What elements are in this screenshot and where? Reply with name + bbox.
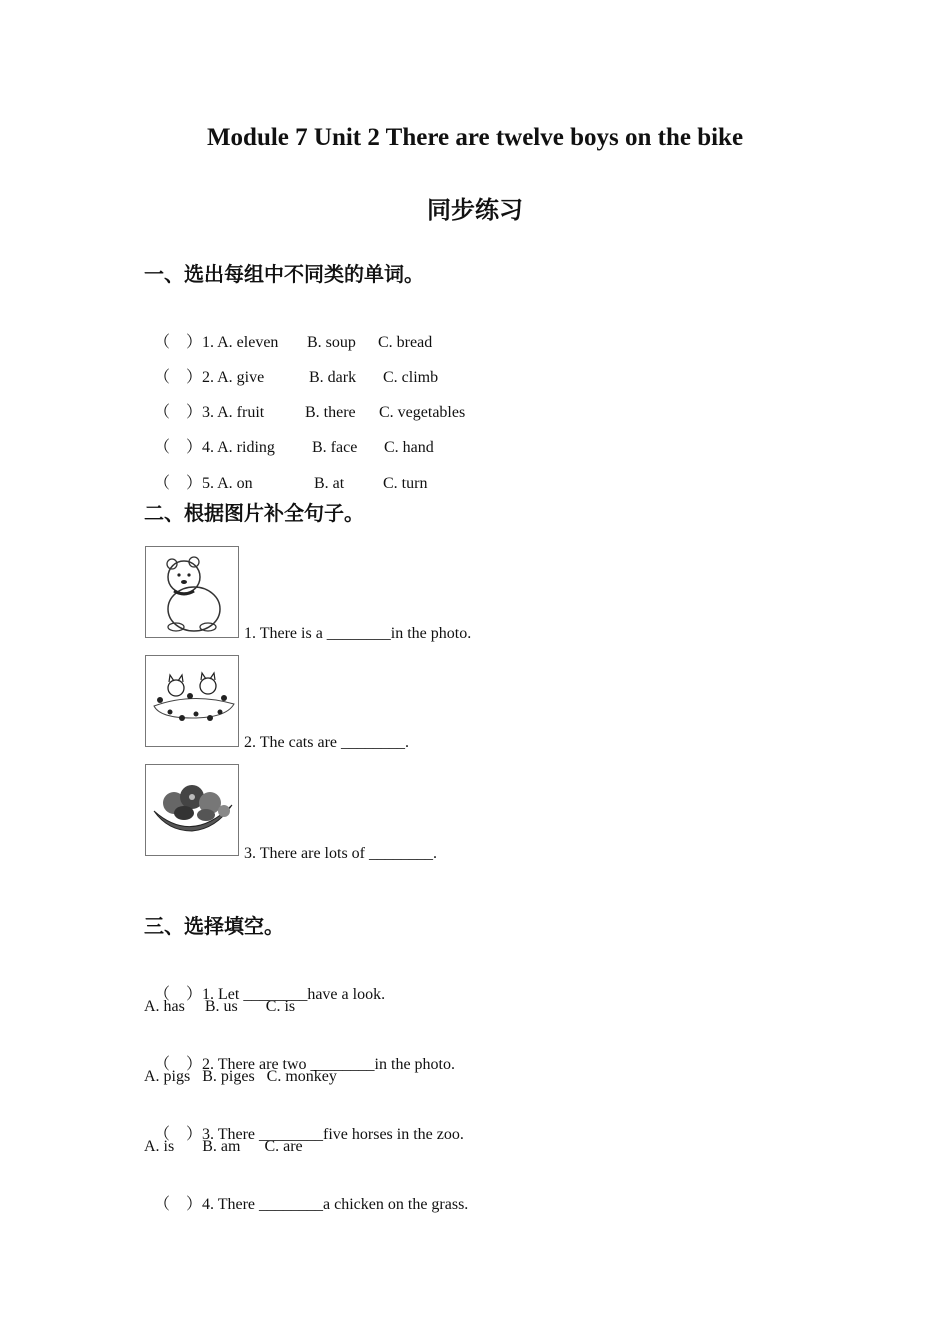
question-1: （ ）1. Let ________have a look. <box>146 963 385 1004</box>
page-subtitle: 同步练习 <box>427 196 523 224</box>
answer-blank[interactable]: （ ） <box>154 334 203 351</box>
list-item: （ ）4. A. riding B. face C. hand <box>146 416 434 457</box>
cats-icon <box>145 655 239 747</box>
fruit-bowl-icon <box>145 764 239 856</box>
question-2: （ ）2. There are two ________in the photo. <box>146 1033 455 1074</box>
page-title: Module 7 Unit 2 There are twelve boys on the bike <box>206 124 744 151</box>
question-1-options: A. has B. us C. is <box>144 998 296 1015</box>
question-3-options: A. is B. am C. are <box>144 1138 303 1155</box>
answer-blank[interactable]: （ ） <box>154 404 203 421</box>
answer-blank[interactable]: （ ） <box>154 369 203 386</box>
sentence-2: 2. The cats are ________. <box>244 734 409 751</box>
sentence-1: 1. There is a ________in the photo. <box>244 625 472 642</box>
list-item: （ ）1. A. eleven B. soup C. bread <box>146 311 432 352</box>
sentence-3: 3. There are lots of ________. <box>244 845 437 862</box>
section-3-heading: 三、选择填空。 <box>144 914 284 938</box>
question-3: （ ）3. There ________five horses in the zoo. <box>146 1103 464 1144</box>
answer-blank[interactable]: （ ） <box>154 986 203 1003</box>
answer-blank[interactable]: （ ） <box>154 475 203 492</box>
answer-blank[interactable]: （ ） <box>154 439 203 456</box>
question-2-options: A. pigs B. piges C. monkey <box>144 1068 337 1085</box>
answer-blank[interactable]: （ ） <box>154 1196 203 1213</box>
bear-icon <box>145 546 239 638</box>
answer-blank[interactable]: （ ） <box>154 1126 203 1143</box>
list-item: （ ）3. A. fruit B. there C. vegetables <box>146 381 465 422</box>
answer-blank[interactable]: （ ） <box>154 1056 203 1073</box>
section-1-heading: 一、选出每组中不同类的单词。 <box>144 262 424 286</box>
list-item: （ ）5. A. on B. at C. turn <box>146 452 427 493</box>
question-4: （ ）4. There ________a chicken on the grass. <box>146 1173 468 1214</box>
list-item: （ ）2. A. give B. dark C. climb <box>146 346 438 387</box>
section-2-heading: 二、根据图片补全句子。 <box>144 501 364 525</box>
